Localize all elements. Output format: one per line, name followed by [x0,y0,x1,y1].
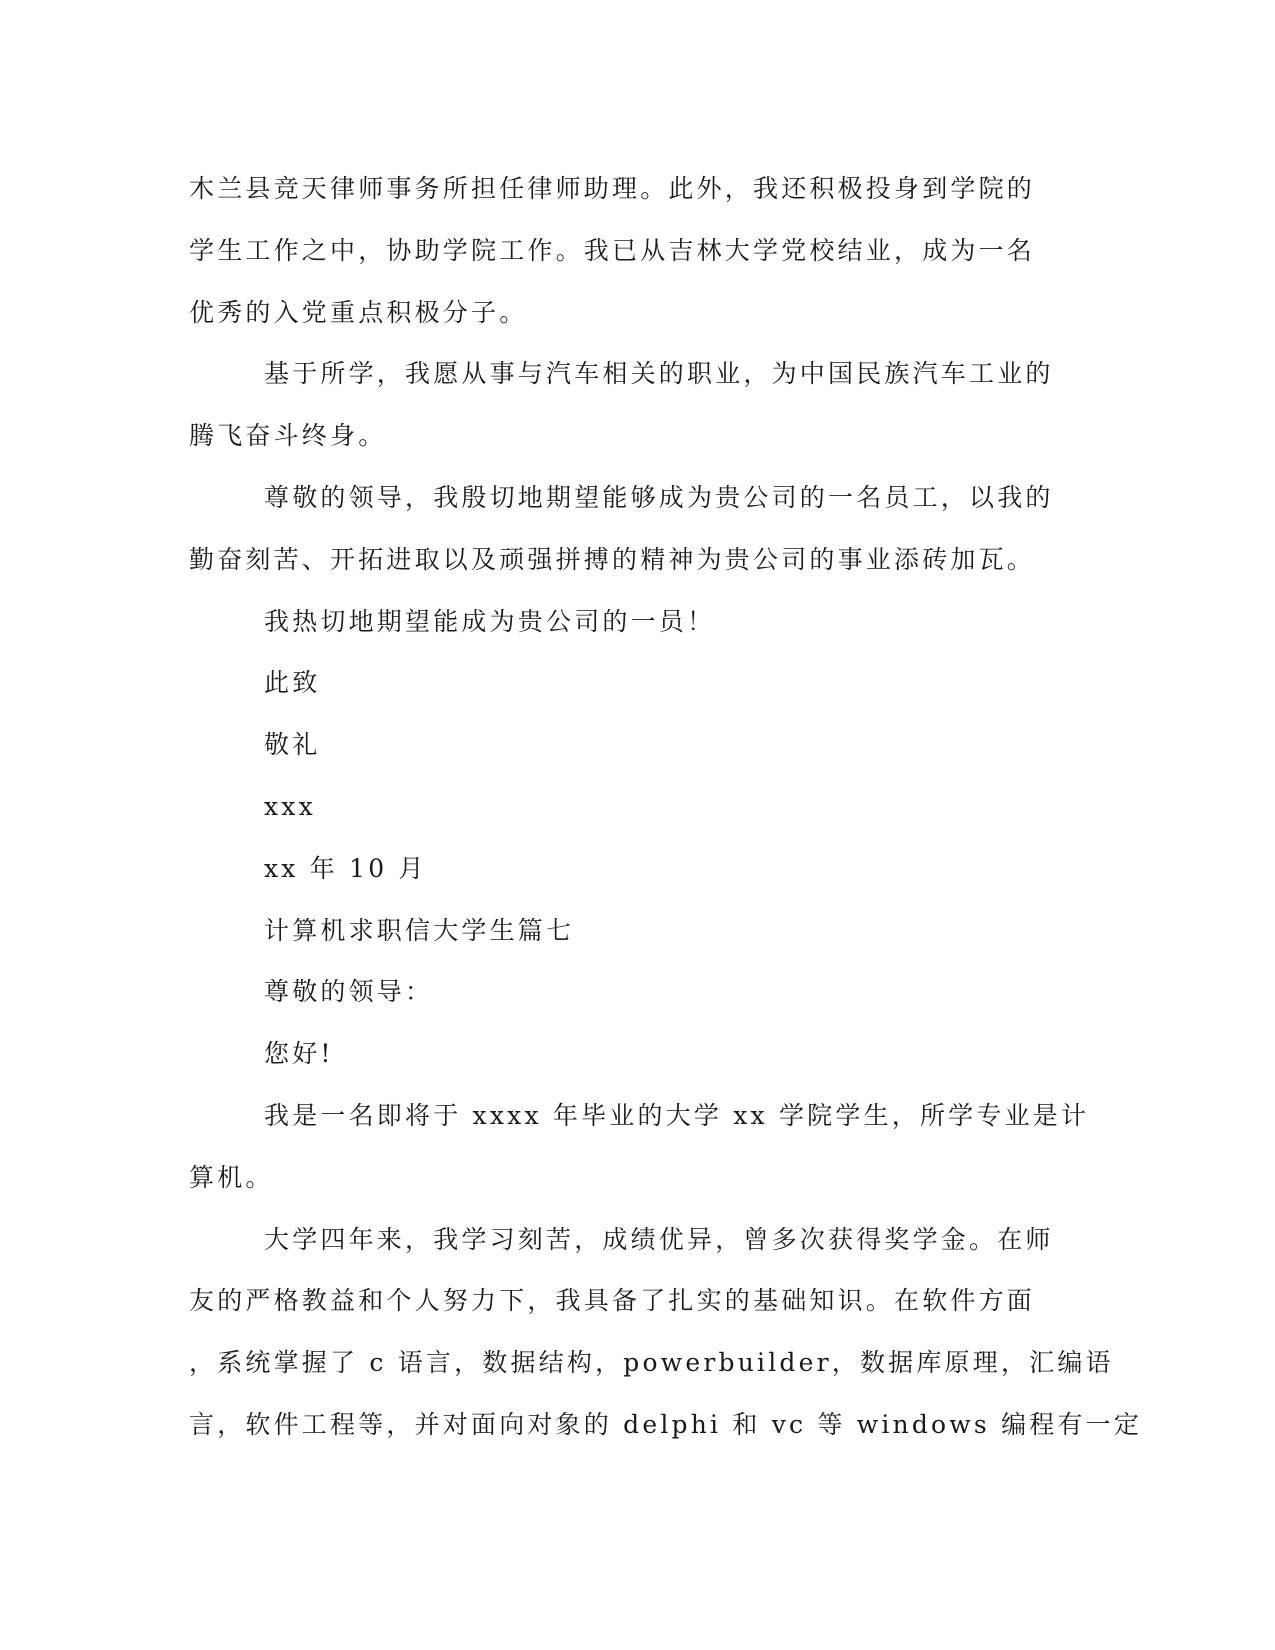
greeting-line: 尊敬的领导： [264,977,434,1007]
text-line: 勤奋刻苦、开拓进取以及顽强拼搏的精神为贵公司的事业添砖加瓦。 [189,544,1036,574]
greeting-line: 您好! [264,1039,334,1069]
text-line: 木兰县竞天律师事务所担任律师助理。此外，我还积极投身到学院的 [189,174,1036,203]
section-heading: 计算机求职信大学生篇七 [264,915,575,945]
signature-date: xx 年 10 月 [264,853,427,883]
signature-name: xxx [264,791,316,821]
text-line: 尊敬的领导，我殷切地期望能够成为贵公司的一名员工，以我的 [264,482,1054,512]
text-line: 腾飞奋斗终身。 [189,421,387,451]
salutation-line: 敬礼 [264,730,321,760]
text-line: 学生工作之中，协助学院工作。我已从吉林大学党校结业，成为一名 [189,235,1036,265]
salutation-line: 此致 [264,668,321,698]
text-line: 优秀的入党重点积极分子。 [189,297,528,327]
text-line: 友的严格教益和个人努力下，我具备了扎实的基础知识。在软件方面 [189,1286,1036,1316]
text-line: 基于所学，我愿从事与汽车相关的职业，为中国民族汽车工业的 [264,359,1054,389]
text-line: 算机。 [189,1162,274,1192]
text-line: 我是一名即将于 xxxx 年毕业的大学 xx 学院学生，所学专业是计 [264,1100,1090,1130]
text-line: ，系统掌握了 c 语言，数据结构，powerbuilder，数据库原理，汇编语 [189,1348,1114,1378]
text-line: 我热切地期望能成为贵公司的一员！ [264,606,716,636]
document-body [189,158,1143,1456]
text-line: 言，软件工程等，并对面向对象的 delphi 和 vc 等 windows 编程有一定 [189,1409,1143,1439]
text-line: 大学四年来，我学习刻苦，成绩优异，曾多次获得奖学金。在师 [264,1224,1054,1254]
